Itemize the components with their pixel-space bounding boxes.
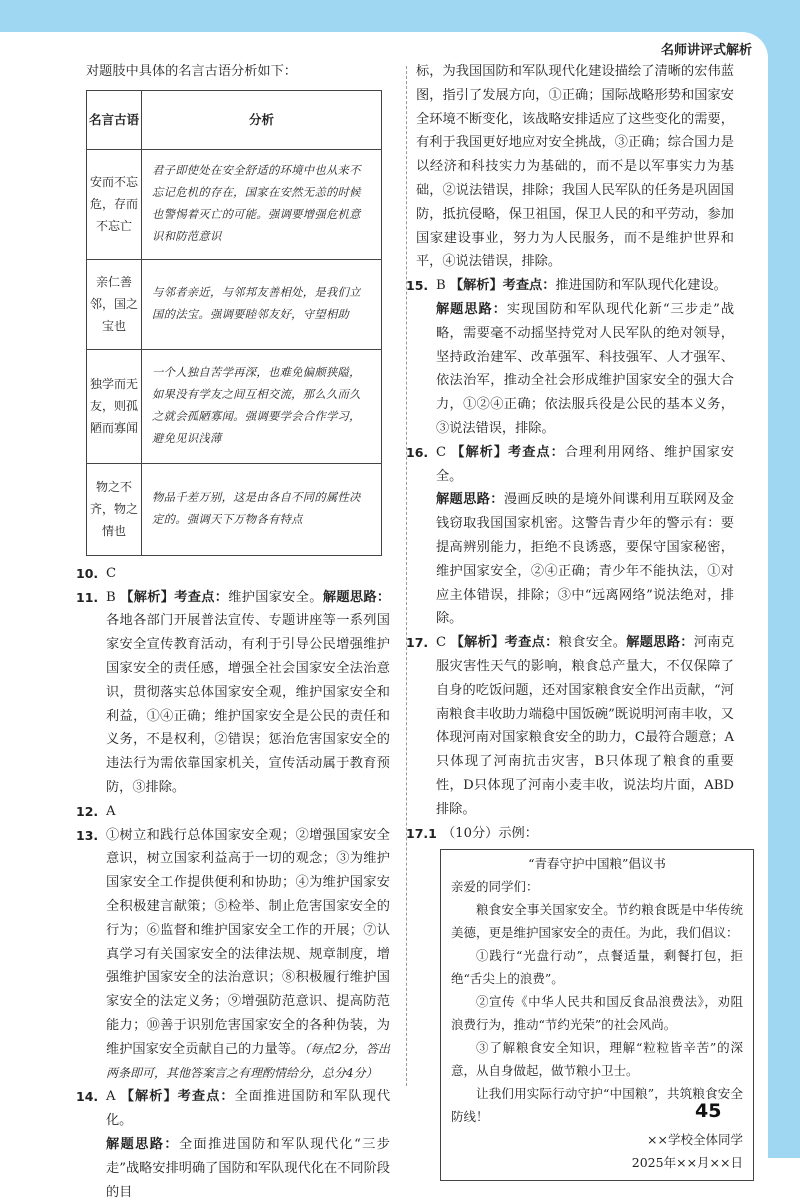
letter-paragraph: 粮食安全事关国家安全。节约粮食既是中华传统美德，更是维护国家安全的责任。为此，我们倡议： [451,902,743,941]
answer-14: 14. A 【解析】考查点：全面推进国防和军队现代化。 解题思路：全面推进国防和军队现代化“三步走”战略安排明确了国防和军队现代化在不同阶段的目 [76,1089,391,1200]
answer-10: 10. C [76,565,117,581]
table-header-analysis: 分析 [142,90,382,149]
answer-14-continued: 标，为我国国防和军队现代化建设描绘了清晰的宏伟蓝图，指引了发展方向，①正确；国际战略形势和国家安全环境不断变化，该战略安排适应了这些变化的需要，有利于我国更好地应对安全挑战，③正确；综合国力是以经济和科技实力为基础的，而不是以军事实力为基础，②说法错误，排除；我国人民军队的任务是巩固国防，抵抗侵略，保卫祖国，保卫人民的和平劳动，参加国家建设事业，努力为人民服务，而不是维护世界和平，④说法错误，排除。 [416,64,734,270]
table-cell-analysis: 物品千差万别，这是由各自不同的属性决定的。强调天下万物各有特点 [142,463,382,555]
answer-13: 13. ①树立和践行总体国家安全观；②增强国家安全意识，树立国家利益高于一切的观念；③为维护国家安全工作提供便利和协助；④为维护国家安全积极建言献策；⑤检举、制止危害国家安全的行为；⑥监督和维护国家安全工作的开展；⑦认真学习有关国家安全的法律法规、规章制度，增强维护国家安全的法治意识；⑧积极履行维护国家安全的法定义务；⑨增强防范意识、提高防范能力；⑩善于识别危害国家安全的各种伪装，为维护国家安全贡献自己的力量等。（每点2分，答出两条即可，其他答案言之有理酌情给分，总分4分） [76,827,390,1080]
letter-signature: ××学校全体同学 [647,1132,743,1148]
letter-item: ②宣传《中华人民共和国反食品浪费法》，劝阻浪费行为，推动“节约光荣”的社会风尚。 [451,994,743,1033]
table-cell-quote: 亲仁善邻，国之宝也 [87,259,142,349]
page-number: 45 [695,1100,722,1122]
answer-17-1: 17.1 （10分）示例： [406,825,538,841]
column-divider [406,66,407,1086]
table-row [87,149,382,259]
table-cell-quote: 安而不忘危，存而不忘亡 [87,149,142,259]
letter-greeting: 亲爱的同学们： [451,879,539,895]
table-cell-analysis: 与邻者亲近，与邻邦友善相处，是我们立国的法宝。强调要睦邻友好，守望相助 [142,259,382,349]
letter-item: ①践行“光盘行动”，点餐适量，剩餐打包，拒绝“舌尖上的浪费”。 [451,948,743,987]
letter-closing: 让我们用实际行动守护“中国粮”，共筑粮食安全防线！ [451,1086,743,1125]
answer-12: 12. A [76,803,116,819]
answer-15: 15. B 【解析】考查点：推进国防和军队现代化建设。 解题思路：实现国防和军队现代化新“三步走”战略，需要毫不动摇坚持党对人民军队的绝对领导，坚持政治建军、改革强军、科技强军、人才强军、依法治军，推动全社会形成维护国家安全的强大合力，①②④正确；依法服兵役是公民的基本义务，③说法错误，排除。 [406,278,735,436]
table-cell-analysis: 君子即使处在安全舒适的环境中也从来不忘记危机的存在，国家在安然无恙的时候也警惕着灭亡的可能。强调要增强危机意识和防范意识 [142,149,382,259]
table-cell-quote: 独学而无友，则孤陋而寡闻 [87,349,142,463]
table-cell-quote: 物之不齐，物之情也 [87,463,142,555]
table-intro: 对题肢中具体的名言古语分析如下： [86,64,297,79]
letter-item: ③了解粮食安全知识，理解“粒粒皆辛苦”的深意，从自身做起，做节粮小卫士。 [451,1040,743,1079]
table-row [87,349,382,463]
answer-17: 17. C 【解析】考查点：粮食安全。解题思路：河南克服灾害性天气的影响，粮食总产量大，不仅保障了自身的吃饭问题，还对国家粮食安全作出贡献，“河南粮食丰收助力端稳中国饭碗”既说明河南丰收，又体现河南对国家粮食安全的助力，C最符合题意；A只体现了河南抗击灾害，B只体现了粮食的重要性，D只体现了河南小麦丰收，说法均片面，ABD排除。 [406,635,735,817]
quote-table [86,90,382,556]
answer-16: 16. C 【解析】考查点：合理利用网络、维护国家安全。 解题思路：漫画反映的是境外间谍利用互联网及金钱窃取我国国家机密。这警告青少年的警示有：要提高辨别能力，拒绝不良诱惑，要保守国家秘密，维护国家安全，②④正确；青少年不能执法，①对应主体错误，排除；③中“远离网络”说法绝对，排除。 [406,444,735,627]
table-header-quote: 名言古语 [87,90,142,149]
table-row [87,463,382,555]
table-cell-analysis: 一个人独自苦学再深，也难免偏颇狭隘，如果没有学友之间互相交流，那么久而久之就会孤陋寡闻。强调要学会合作学习，避免见识浅薄 [142,349,382,463]
page-header: 名师讲评式解析 [660,43,752,58]
right-column [406,60,743,1181]
letter-title: “青春守护中国粮”倡议书 [528,856,666,872]
left-column [76,60,391,1204]
proposal-letter [440,849,754,1181]
table-row [87,259,382,349]
answer-11: 11. B 【解析】考查点：维护国家安全。解题思路：各地各部门开展普法宣传、专题讲座等一系列国家安全宣传教育活动，有利于引导公民增强维护国家安全的责任感，增强全社会国家安全法治意识，贯彻落实总体国家安全观，维护国家安全和利益，①④正确；维护国家安全是公民的责任和义务，不是权利，②错误；惩治危害国家安全的违法行为需依靠国家机关，宣传活动属于教育预防，③排除。 [76,589,391,795]
letter-date: 2025年××月××日 [631,1155,743,1171]
